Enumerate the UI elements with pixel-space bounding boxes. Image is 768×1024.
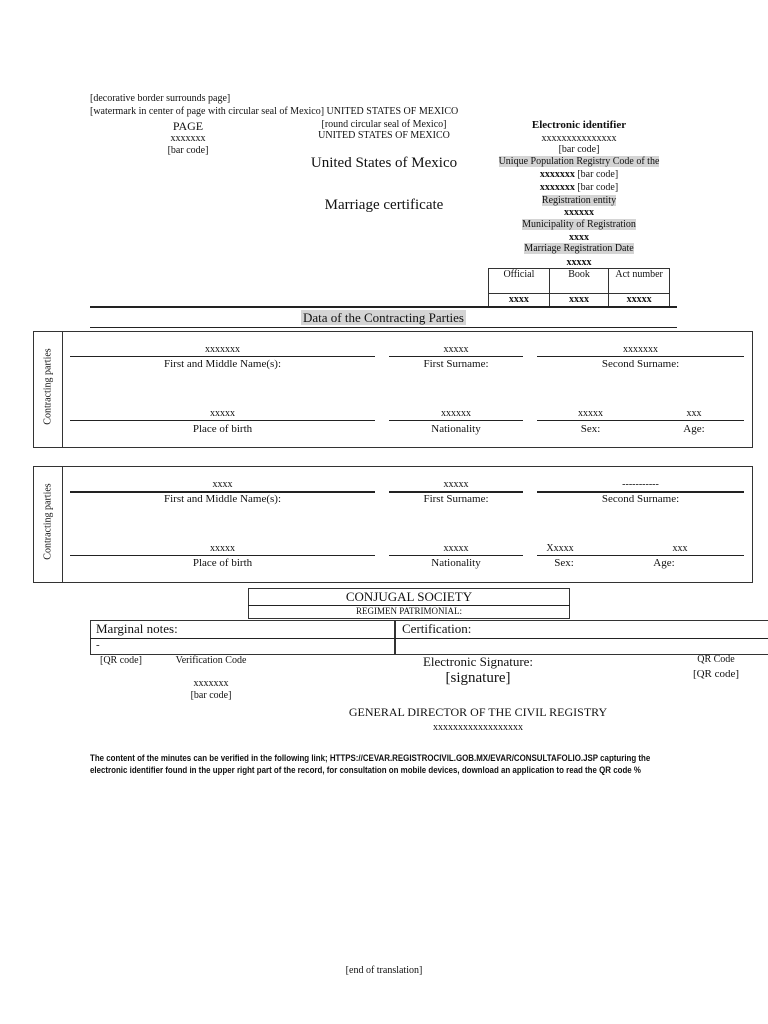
seal-country: UNITED STATES OF MEXICO <box>318 130 450 141</box>
party2-label-age: Age: <box>653 557 675 569</box>
party1-nationality: xxxxxx <box>441 408 471 419</box>
identifier-value: xxxxxxxxxxxxxxx <box>541 133 617 144</box>
date-value: xxxxx <box>566 257 592 268</box>
party1-label-sex: Sex: <box>580 423 601 435</box>
qr-code-right-label: QR Code <box>697 654 735 665</box>
signature-image: [signature] <box>445 670 511 686</box>
border-note: [decorative border surrounds page] <box>90 93 231 104</box>
party2-label-nationality: Nationality <box>431 557 481 569</box>
identifier-barcode: [bar code] <box>558 144 600 155</box>
party2-nationality-rule <box>389 555 523 556</box>
party2-label-birthplace: Place of birth <box>192 557 253 569</box>
registry-header-official: Official <box>489 269 550 294</box>
party2-label-second-surname: Second Surname: <box>601 493 680 505</box>
signature-label: Electronic Signature: <box>422 654 534 669</box>
director-title: GENERAL DIRECTOR OF THE CIVIL REGISTRY <box>348 705 608 719</box>
party1-first-surname-rule <box>389 356 523 357</box>
country-title: United States of Mexico <box>310 155 458 171</box>
party1-label-second-surname: Second Surname: <box>601 358 680 370</box>
curp-value-1: xxxxxxx <box>539 169 575 180</box>
registry-header-book: Book <box>549 269 608 294</box>
party1-names-rule <box>70 356 375 357</box>
section-title: Data of the Contracting Parties <box>302 310 464 325</box>
municipality-label: Municipality of Registration <box>522 219 636 230</box>
registry-value-official: xxxx <box>489 294 550 307</box>
party1-sex: xxxxx <box>578 408 603 419</box>
party2-label-names: First and Middle Name(s): <box>163 493 281 505</box>
conjugal-title: CONJUGAL SOCIETY <box>345 589 473 604</box>
party1-side-label: Contracting parties <box>42 348 54 425</box>
page-value: xxxxxxx <box>170 133 206 144</box>
verification-value: xxxxxxx <box>193 678 229 689</box>
party2-sex: Xxxxx <box>546 543 574 554</box>
party1-label-names: First and Middle Name(s): <box>163 358 281 370</box>
section-bottom-rule <box>90 327 677 328</box>
marginal-notes-divider <box>90 638 395 639</box>
end-of-translation: [end of translation] <box>345 965 423 976</box>
municipality-value: xxxx <box>569 232 589 243</box>
identifier-title: Electronic identifier <box>531 119 627 131</box>
qr-code-left: [QR code] <box>100 655 142 666</box>
date-label: Marriage Registration Date <box>524 243 634 254</box>
curp-value-2: xxxxxxx <box>539 182 575 193</box>
marginal-notes-label: Marginal notes: <box>96 621 178 636</box>
curp-label: Unique Population Registry Code of the <box>498 156 660 167</box>
verification-label: Verification Code <box>175 655 247 666</box>
entity-label: Registration entity <box>541 195 617 206</box>
watermark-note: [watermark in center of page with circular seal of Mexico] UNITED STATES OF MEXICO <box>90 106 459 117</box>
party2-names: xxxx <box>212 479 233 490</box>
party2-nationality: xxxxx <box>443 543 469 554</box>
verification-barcode: [bar code] <box>190 690 232 701</box>
verification-note: The content of the minutes can be verified in the following link; HTTPS://CEVAR.REGISTROCIVIL.GOB.MX/EVAR/CONSULTAFOLIO.JSP capturing the electronic identifier found in the upper right part of the record, for consultation on mobile devices, download an application to read the QR code % <box>90 753 651 775</box>
party1-label-birthplace: Place of birth <box>192 423 253 435</box>
registry-header-act: Act number <box>609 269 670 294</box>
party1-nationality-rule <box>389 420 523 421</box>
curp-barcode-2: [bar code] <box>577 182 619 193</box>
party1-age: xxx <box>686 408 702 419</box>
party2-age: xxx <box>672 543 688 554</box>
seal-note: [round circular seal of Mexico] <box>321 119 447 130</box>
certification-label: Certification: <box>402 621 472 636</box>
registry-value-act: xxxxx <box>609 294 670 307</box>
party2-first-surname: xxxxx <box>443 479 469 490</box>
conjugal-regimen: REGIMEN PATRIMONIAL: <box>356 606 462 616</box>
party1-second-surname: xxxxxxx <box>623 344 658 355</box>
page-label: PAGE <box>172 119 204 133</box>
party2-sex-age-rule <box>537 555 744 556</box>
party2-birthplace: xxxxx <box>210 543 235 554</box>
party1-sex-age-rule <box>537 420 744 421</box>
director-value: xxxxxxxxxxxxxxxxxx <box>433 722 523 733</box>
party1-birthplace-rule <box>70 420 375 421</box>
party1-label-first-surname: First Surname: <box>423 358 489 370</box>
page-barcode: [bar code] <box>167 145 209 156</box>
section-top-rule <box>90 306 677 308</box>
document-title: Marriage certificate <box>324 197 444 213</box>
marginal-notes-value: - <box>96 639 100 651</box>
party2-label-sex: Sex: <box>554 557 574 569</box>
party2-second-surname: ----------- <box>622 479 659 490</box>
curp-barcode-1: [bar code] <box>577 169 619 180</box>
party1-first-surname: xxxxx <box>443 344 469 355</box>
entity-value: xxxxxx <box>564 207 594 218</box>
registry-value-book: xxxx <box>549 294 608 307</box>
party2-side-label: Contracting parties <box>42 483 54 560</box>
party1-second-surname-rule <box>537 356 744 357</box>
party1-label-age: Age: <box>683 423 705 435</box>
party2-birthplace-rule <box>70 555 375 556</box>
qr-code-right: [QR code] <box>692 668 740 680</box>
certification-divider <box>395 638 768 639</box>
party2-label-first-surname: First Surname: <box>423 493 489 505</box>
party1-names: xxxxxxx <box>205 344 240 355</box>
party1-label-nationality: Nationality <box>431 423 481 435</box>
registry-table <box>488 268 670 307</box>
party1-birthplace: xxxxx <box>210 408 235 419</box>
